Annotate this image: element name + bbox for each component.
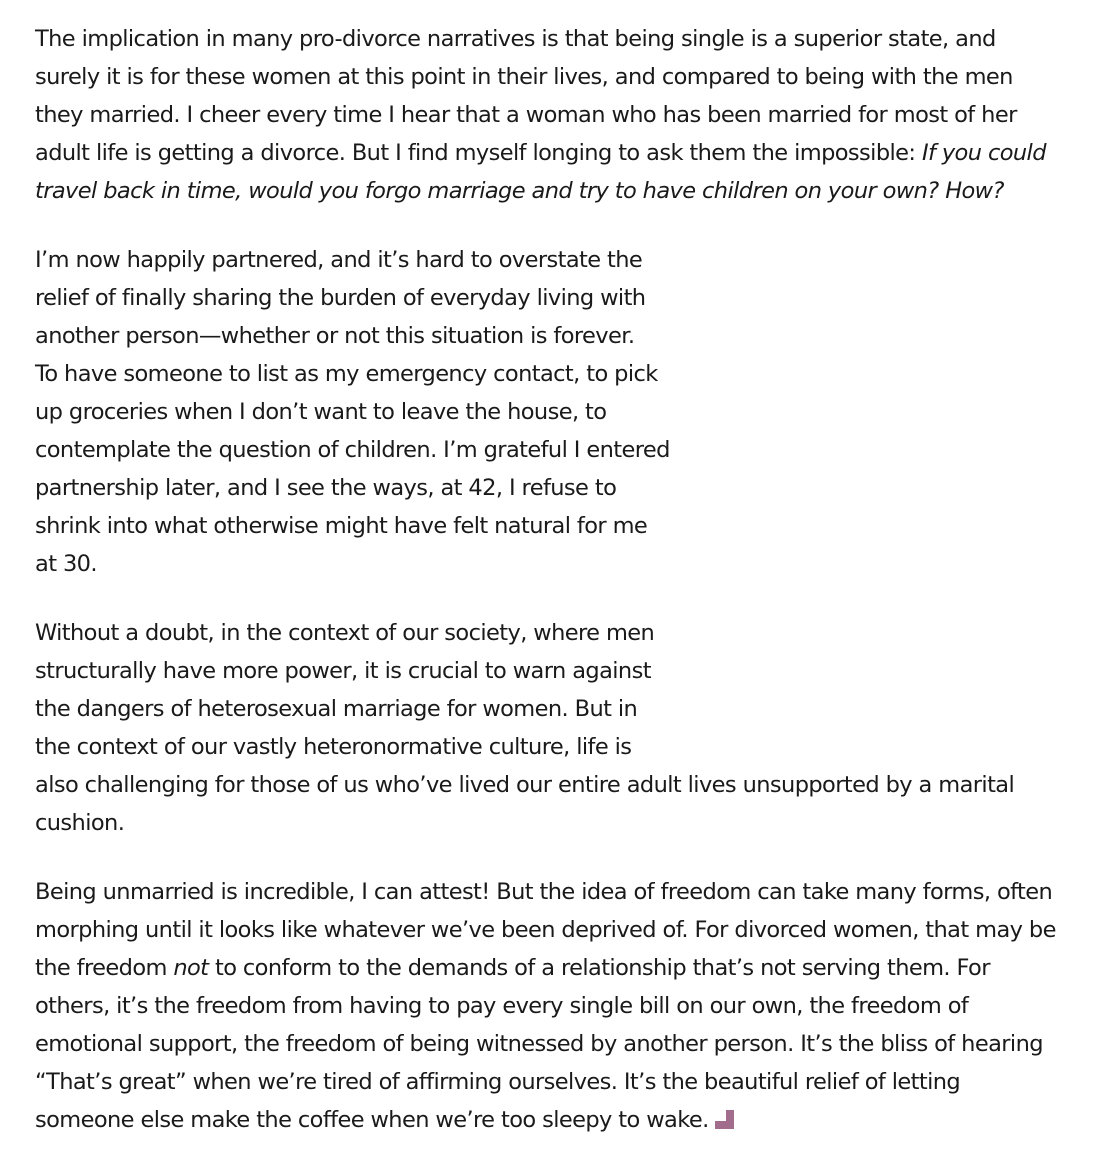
text-line — [35, 172, 1080, 210]
text-line: they married. I cheer every time I hear that a woman who has been married for most of her — [35, 102, 1017, 128]
text-line — [35, 134, 1080, 172]
text-line: I’m now happily partnered, and it’s hard to overstate the — [35, 247, 643, 273]
text-line: Being unmarried is incredible, I can attest! But the idea of freedom can take many forms, often — [35, 879, 1053, 905]
end-of-article-icon — [715, 1110, 734, 1129]
text-line — [35, 1101, 1080, 1139]
text-line: cushion. — [35, 810, 125, 836]
text-line: up groceries when I don’t want to leave the house, to — [35, 399, 607, 425]
text-segment: the freedom — [35, 955, 174, 981]
paragraph-1 — [35, 20, 1080, 210]
text-line: Without a doubt, in the context of our society, where men — [35, 620, 655, 646]
text-line: To have someone to list as my emergency contact, to pick — [35, 361, 658, 387]
text-line: others, it’s the freedom from having to pay every single bill on our own, the freedom of — [35, 993, 969, 1019]
italic-emphasis: not — [173, 955, 209, 981]
paragraph-2 — [35, 241, 1080, 583]
text-line: emotional support, the freedom of being witnessed by another person. It’s the bliss of hearing — [35, 1031, 1043, 1057]
text-segment: someone else make the coffee when we’re too sleepy to wake. — [35, 1107, 709, 1133]
paragraph-3 — [35, 614, 1080, 842]
text-line: structurally have more power, it is crucial to warn against — [35, 658, 651, 684]
text-line: relief of finally sharing the burden of everyday living with — [35, 285, 646, 311]
text-line: The implication in many pro-divorce narratives is that being single is a superior state, and — [35, 26, 996, 52]
italic-question: If you could — [921, 140, 1046, 166]
text-line: another person—whether or not this situation is forever. — [35, 323, 635, 349]
text-line: partnership later, and I see the ways, at 42, I refuse to — [35, 475, 617, 501]
text-line: surely it is for these women at this point in their lives, and compared to being with the men — [35, 64, 1013, 90]
text-line: at 30. — [35, 551, 97, 577]
text-segment: to conform to the demands of a relationship that’s not serving them. For — [208, 955, 990, 981]
text-line: “That’s great” when we’re tired of affirming ourselves. It’s the beautiful relief of letting — [35, 1069, 961, 1095]
text-line: morphing until it looks like whatever we’ve been deprived of. For divorced women, that may be — [35, 917, 1056, 943]
article-body — [35, 20, 1080, 1170]
text-line — [35, 949, 1080, 987]
text-line: shrink into what otherwise might have felt natural for me — [35, 513, 648, 539]
text-line: the dangers of heterosexual marriage for women. But in — [35, 696, 638, 722]
text-line: also challenging for those of us who’ve lived our entire adult lives unsupported by a marital — [35, 772, 1015, 798]
text-line: the context of our vastly heteronormative culture, life is — [35, 734, 632, 760]
paragraph-4 — [35, 873, 1080, 1139]
text-line: contemplate the question of children. I’m grateful I entered — [35, 437, 670, 463]
italic-question: travel back in time, would you forgo marriage and try to have children on your own? How? — [35, 178, 1004, 204]
text-segment: adult life is getting a divorce. But I find myself longing to ask them the impossible: — [35, 140, 922, 166]
